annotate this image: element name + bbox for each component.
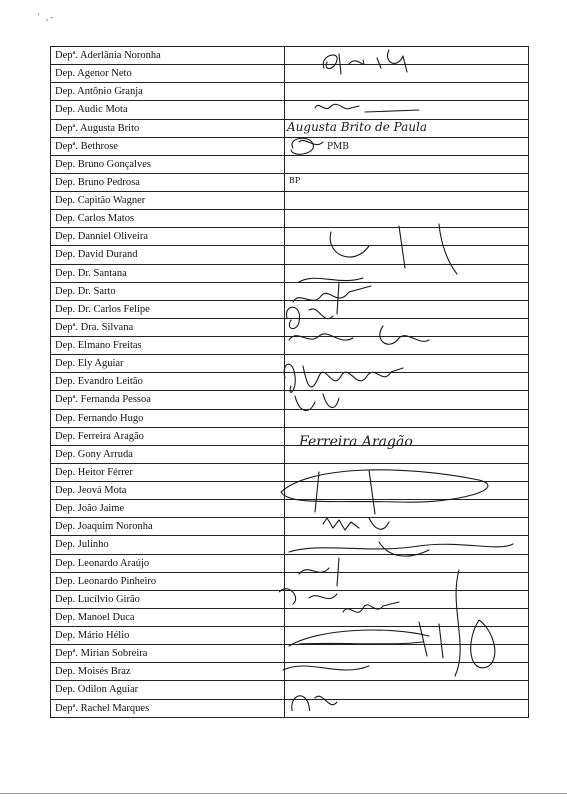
signature-cell xyxy=(285,192,529,210)
deputy-row xyxy=(51,445,529,463)
signature-cell xyxy=(285,47,529,65)
deputy-name: Dep. Bruno Gonçalves xyxy=(51,155,285,173)
deputy-row xyxy=(51,318,529,336)
deputy-row xyxy=(51,101,529,119)
deputy-row xyxy=(51,137,529,155)
signature-cell xyxy=(285,210,529,228)
deputy-row xyxy=(51,173,529,191)
signature-cell xyxy=(285,427,529,445)
deputy-name: Dep. Manoel Duca xyxy=(51,608,285,626)
signature-ferreira-text: Ferreira Aragão xyxy=(299,434,413,450)
deputy-row xyxy=(51,663,529,681)
deputy-row xyxy=(51,355,529,373)
deputy-row xyxy=(51,192,529,210)
deputy-name: Dep. Julinho xyxy=(51,536,285,554)
signature-augusta-text: Augusta Brito de Paula xyxy=(287,120,428,134)
deputy-name: Dep. Carlos Matos xyxy=(51,210,285,228)
deputy-name: Dep. Antônio Granja xyxy=(51,83,285,101)
signature-cell xyxy=(285,681,529,699)
deputy-name: Dep. João Jaime xyxy=(51,500,285,518)
signature-cell xyxy=(285,83,529,101)
deputy-row xyxy=(51,482,529,500)
deputy-name: Dep. Lucílvio Girão xyxy=(51,590,285,608)
signature-cell xyxy=(285,536,529,554)
signature-cell xyxy=(285,663,529,681)
deputy-name: Dep. Moisés Braz xyxy=(51,663,285,681)
deputy-row xyxy=(51,500,529,518)
signature-cell xyxy=(285,318,529,336)
deputy-name: Dep. Agenor Neto xyxy=(51,65,285,83)
deputy-row xyxy=(51,536,529,554)
deputy-row xyxy=(51,608,529,626)
signature-cell xyxy=(285,119,529,137)
deputy-row xyxy=(51,699,529,717)
signature-bruno-pedrosa-note: BP xyxy=(289,176,301,185)
deputy-row xyxy=(51,264,529,282)
deputy-name: Depª. Aderlânia Noronha xyxy=(51,47,285,65)
signature-cell xyxy=(285,300,529,318)
deputy-name: Dep. Dr. Sarto xyxy=(51,282,285,300)
deputy-row xyxy=(51,645,529,663)
deputy-row xyxy=(51,463,529,481)
deputy-row xyxy=(51,337,529,355)
deputy-name: Dep. Heitor Férrer xyxy=(51,463,285,481)
signature-cell xyxy=(285,228,529,246)
deputy-name: Dep. Elmano Freitas xyxy=(51,337,285,355)
deputy-row xyxy=(51,282,529,300)
deputy-row xyxy=(51,681,529,699)
signature-cell xyxy=(285,463,529,481)
signature-cell xyxy=(285,173,529,191)
deputy-row xyxy=(51,572,529,590)
deputy-name: Dep. Odilon Aguiar xyxy=(51,681,285,699)
signature-cell xyxy=(285,445,529,463)
page-bottom-rule xyxy=(0,793,567,794)
signature-cell xyxy=(285,101,529,119)
deputy-row xyxy=(51,518,529,536)
deputy-name: Dep. Fernando Hugo xyxy=(51,409,285,427)
signature-cell xyxy=(285,554,529,572)
signature-cell xyxy=(285,337,529,355)
deputy-name: Dep. Ferreira Aragão xyxy=(51,427,285,445)
signature-bethrose-note: PMB xyxy=(327,142,349,152)
signature-cell xyxy=(285,246,529,264)
deputy-name: Depª. Augusta Brito xyxy=(51,119,285,137)
signature-cell xyxy=(285,373,529,391)
signature-cell xyxy=(285,264,529,282)
signature-cell xyxy=(285,608,529,626)
deputy-row xyxy=(51,427,529,445)
signature-cell xyxy=(285,391,529,409)
deputy-name: Dep. Danniel Oliveira xyxy=(51,228,285,246)
deputy-name: Dep. David Durand xyxy=(51,246,285,264)
deputy-name: Dep. Evandro Leitão xyxy=(51,373,285,391)
deputy-row xyxy=(51,246,529,264)
deputy-row xyxy=(51,83,529,101)
page-corner-mark: ' ,- xyxy=(38,12,56,22)
deputy-name: Dep. Jeová Mota xyxy=(51,482,285,500)
deputy-row xyxy=(51,373,529,391)
signature-cell xyxy=(285,65,529,83)
deputy-row xyxy=(51,409,529,427)
signature-cell xyxy=(285,282,529,300)
deputy-name: Dep. Gony Arruda xyxy=(51,445,285,463)
signature-cell xyxy=(285,355,529,373)
deputy-row xyxy=(51,391,529,409)
deputy-row xyxy=(51,155,529,173)
deputy-row xyxy=(51,590,529,608)
deputy-name: Depª. Bethrose xyxy=(51,137,285,155)
deputy-name: Dep. Dr. Santana xyxy=(51,264,285,282)
deputy-name: Depª. Dra. Silvana xyxy=(51,318,285,336)
deputy-row xyxy=(51,554,529,572)
deputy-name: Depª. Rachel Marques xyxy=(51,699,285,717)
deputy-name: Dep. Dr. Carlos Felipe xyxy=(51,300,285,318)
deputy-row xyxy=(51,47,529,65)
deputy-row xyxy=(51,300,529,318)
signature-cell xyxy=(285,409,529,427)
deputy-name: Depª. Fernanda Pessoa xyxy=(51,391,285,409)
deputy-name: Dep. Bruno Pedrosa xyxy=(51,173,285,191)
signature-cell xyxy=(285,590,529,608)
signature-cell xyxy=(285,627,529,645)
deputy-row xyxy=(51,228,529,246)
deputy-name: Dep. Audic Mota xyxy=(51,101,285,119)
deputy-name: Dep. Ely Aguiar xyxy=(51,355,285,373)
deputies-table xyxy=(50,46,529,718)
signature-cell xyxy=(285,699,529,717)
signature-cell xyxy=(285,645,529,663)
signature-cell xyxy=(285,572,529,590)
attendance-sheet xyxy=(50,46,522,718)
signature-cell xyxy=(285,137,529,155)
deputy-name: Dep. Joaquim Noronha xyxy=(51,518,285,536)
deputy-name: Dep. Capitão Wagner xyxy=(51,192,285,210)
deputy-row xyxy=(51,627,529,645)
deputy-name: Depª. Mirian Sobreira xyxy=(51,645,285,663)
signature-cell xyxy=(285,518,529,536)
deputy-name: Dep. Leonardo Araújo xyxy=(51,554,285,572)
deputy-name: Dep. Mário Hélio xyxy=(51,627,285,645)
signature-cell xyxy=(285,500,529,518)
deputy-row xyxy=(51,210,529,228)
signature-cell xyxy=(285,155,529,173)
signature-cell xyxy=(285,482,529,500)
deputy-name: Dep. Leonardo Pinheiro xyxy=(51,572,285,590)
deputy-row xyxy=(51,65,529,83)
deputy-row xyxy=(51,119,529,137)
